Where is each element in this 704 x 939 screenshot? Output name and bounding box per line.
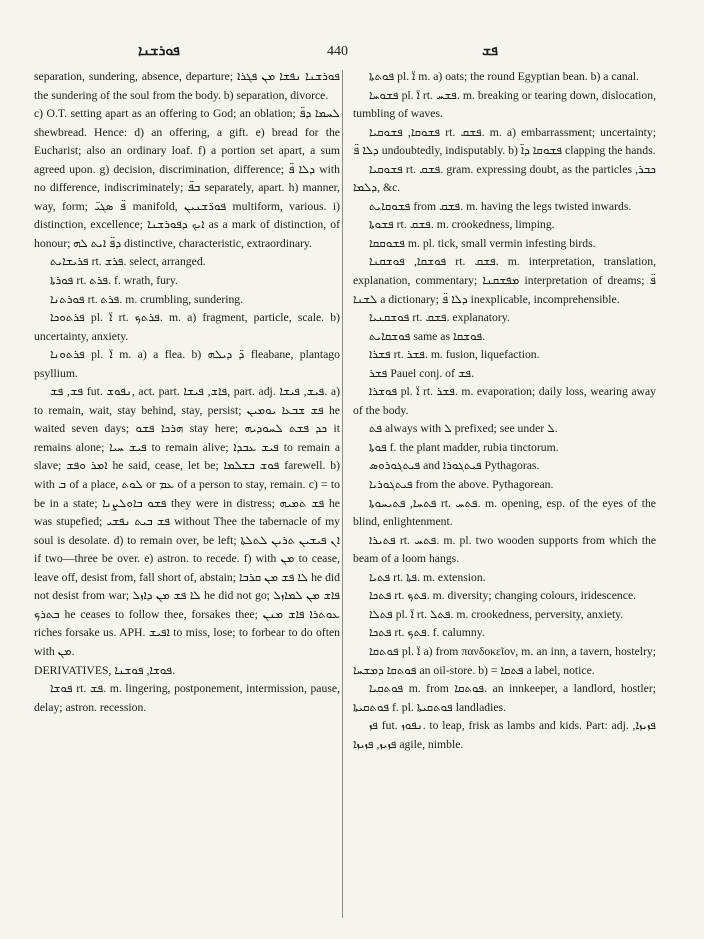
entry-paragraph: ܦܫܘܩܩܐ m. pl. tick, small vermin infesting birds. [369, 236, 596, 250]
entry-paragraph: ܦܪܬܘܟܐ pl. ܐ̈ rt. ܦܪܬܟ. m. a) fragment, particle, scale. b) uncertainty, anxiety. [34, 311, 340, 343]
entry-paragraph: ܦܪܬܘܢܐ pl. ܐ̈ m. a) a flea. b) ܕ̈ ܕܝܠܗ fleabane, plantago psyllium. [34, 348, 340, 380]
entry-paragraph: ܦܘܬܩܝܐ m. from ܦܘܬܩܐ. an innkeeper, a landlord, hostler; ܦܘܬܩܝܬܐ f. pl. ܦܘܬܩܝܬܐ landladies. [353, 682, 656, 714]
entry-paragraph: ܦܬ always with ܠ prefixed; see under ܠ. [369, 422, 558, 436]
entry-paragraph: ܦܫܪ Pauel conj. of ܦܫ. [369, 366, 475, 380]
entry-paragraph: ܦܘܪܬܢܐ rt. ܦܪܬ. m. crumbling, sundering. [50, 292, 244, 306]
entry-paragraph: ܦܘܬܩܐ pl. ܐ̈ a) from πανδοκεῖον, m. an inn, a tavern, hostelry; ܦܘܬܩܐ ܕܡܫܚܐ an oil-store. b) = ܦܬܩܐ a label, notice. [353, 644, 657, 677]
entry-paragraph: ܦܝܬܓܘܪܝܐ from the above. Pythagorean. [369, 478, 554, 492]
entry-paragraph: ܦܫ, ܦܫ fut. ܢܦܘܫ, act. part. ܦܐܫ, ܦܝܫܐ, part. adj. ܦܝܫ, ܦܝܫܐ. a) to remain, wait, stay behind, stay, persist; ܦܫ ܫܒܥܐ ܝܘܡܝܢ he waited seven days; ܗܪܟܐ ܦܫܘ stay here; ܟܕ ܦܫܬ ܠܚܘܕܝܗ it remains alone; ܦܝܫ ܚܝܐ to remain alive; ܦܝܫ ܥܒܕܐ to remain a slave; ܐܡܪ ܘܦܫ he said, cease, let be; ܦܘܫ ܒܫܠܡܐ farewell. b) with ܒ of a place, ܠܘܬ or ܥܡ of a person to stay, remain. c) = to be in a state; ܦܫܘ ܒܐܘܠܨܢܐ they were in distress; ܦܫ ܬܡܝܗ he was stupefied; ܦܫ ܒܝܬ ܢܦܫܝ without Thee the tabernacle of my soul is desolate. d) to remain over, be left; ܐܢ ܦܝܫܝܢ ܬܪܝܢ ܠܬܠܬܐ if two—three be over. e) astron. to recede. f) with ܡܢ to cease, leave off, desist from, fall short of, abstain; ܠܐ ܦܫ ܡܢ ܩܪܒܐ he did not desist from war; ܠܐ ܦܫ ܡܢ ܕܐܙܠ he did not go; ܦܐܫ ܡܢ ܠܡܐܙܠ ܒܬܪܟ he ceases to follow thee, forsakes thee; ܥܘܬܪܐ ܦܐܫ ܡܢܢ riches forsake us. APH. ܐܦܝܫ to miss, lose; to forbear to do often with ܡܢ. [34, 385, 341, 658]
running-head-right: ܦܫ [482, 44, 498, 59]
entry-paragraph: ܦܘܬܬܐ pl. ܐ̈ m. a) oats; the round Egyptian bean. b) a canal. [369, 70, 639, 83]
entry-paragraph: ܦܬܝܪܐ rt. ܦܬܚ. m. pl. two wooden supports from which the beam of a loom hangs. [353, 533, 657, 566]
entry-paragraph: ܦܫܘܩܐ, ܦܫܘܩܝܐ rt. ܦܫܩ. m. a) embarrassment; uncertainty; ܕܠܐ ܦ̈ undoubtedly, indisputably. b) ܦܫܘܩܐ ܕܐ̈ clapping the hands. [353, 125, 657, 158]
entry-paragraph: ܦܬܟܐ rt. ܦܬܟ. f. calumny. [369, 626, 485, 640]
entry-paragraph: ܦܘܫܩܢܝܐ rt. ܦܫܩ. explanatory. [369, 311, 510, 325]
left-column [34, 68, 340, 717]
entry-paragraph: ܦܬܟܐ rt. ܦܬܟ. m. diversity; changing colours, iridescence. [369, 589, 637, 603]
entry-paragraph: ܦܘܪܬܐ rt. ܦܪܬ. f. wrath, fury. [50, 274, 178, 288]
entry-paragraph: ܦܫܘܚܐ pl. ܐ̈ rt. ܦܫܚ. m. breaking or tearing down, dislocation, tumbling of waves. [353, 88, 656, 121]
entry-paragraph: DERIVATIVES, ܦܘܫܐ, ܦܘܫܢܐ. [34, 663, 175, 677]
entry-paragraph: ܦܬܠܐ pl. ܐ̈ rt. ܦܬܠ. m. crookedness, perversity, anxiety. [369, 607, 624, 621]
entry-paragraph: ܦܝܬܓܘܪܘܣ and ܦܝܬܓܘܪܐ Pythagoras. [369, 459, 540, 473]
entry-paragraph: ܦܘܫܪܐ pl. ܐ̈ rt. ܦܫܪ. m. evaporation; daily loss, wearing away of the body. [353, 385, 657, 417]
entry-paragraph: ܦܪܝܫܐܝܬ rt. ܦܪܫ. select, arranged. [50, 255, 206, 269]
entry-paragraph: ܦܘܫܐ rt. ܦܫ. m. lingering, postponement, intermission, pause, delay; astron. recession. [34, 682, 341, 714]
right-column [353, 68, 656, 754]
entry-paragraph: ܦܬܚܐ, ܦܬܝܚܘܬܐ rt. ܦܬܚ. m. opening, esp. of the eyes of the blind, enlightenment. [353, 496, 656, 529]
entry-paragraph: ܦܘܫܩܐ, ܦܘܫܩܢܐ rt. ܦܫܩ. m. interpretation, translation, explanation, commentary; ܡܦܫܩܢܐ interpretation of dreams; ܦ̈ ܠܫܢܐ a dictionary; ܕܠܐ ܦ̈ inexplicable, incomprehensible. [353, 255, 657, 306]
column-divider [342, 70, 343, 918]
page-header [0, 44, 704, 64]
entry-paragraph: separation, sundering, absence, departure; ܦܘܪܫܢܐ ܢܦܫܐ ܡܢ ܦܓܪܐ the sundering of the soul from the body. b) separation, divorce. [34, 70, 341, 102]
page-number: 440 [327, 44, 348, 59]
entry-paragraph: ܦܫܘܩܐܝܬ from ܦܫܩ. m. having the legs twisted inwards. [369, 199, 632, 213]
entry-paragraph: ܦܫܘܩܝܐ rt. ܦܫܩ. gram. expressing doubt, as the particles ܟܒܪ, ܕܠܡܐ, &c. [353, 162, 656, 195]
entry-paragraph: ܦܘܫܩܐܝܬ same as ܦܘܫܩܐ. [369, 329, 486, 343]
entry-paragraph: ܦܬܝܐ rt. ܦܬܐ. m. extension. [369, 570, 486, 584]
entry-paragraph: ܦܫܘܬܐ rt. ܦܫܩ. m. crookedness, limping. [369, 218, 555, 232]
entry-paragraph: c) O.T. setting apart as an offering to God; an oblation; ܠܚܡܐ ܕܦ̈ shewbread. Hence: d) an offering, a gift. e) bread for the Eucharist; also an ordinary loaf. f) a portion set apart, a sum agreed upon. g) decision, discrimination, difference; ܕܠܐ ܦ̈ with no difference, indiscriminately; ܒܦ̈ separately, apart. h) manner, way, form; ܦ̈ ܣܓܝ̈ manifold, ܦܘܪ̈ܫܢܝܢ multiform, various. i) distinction, excellence; ܐܝܟ ܕܦܘܪܫܢܐ as a mark of distinction, of honour; ܕܦ̈ ܐܝܬ ܠܗ distinctive, characteristic, extraordinary. [34, 107, 340, 250]
running-head-left: ܦܘܪܫܢܐ [138, 44, 180, 59]
entry-paragraph: ܦܙ fut. ܢܦܘܙ. to leap, frisk as lambs and kids. Part: adj. ܦܙܝܙܐ, ܦܙܝܙ, ܦܙܝܙܐ agile, nimble. [353, 719, 657, 751]
entry-paragraph: ܦܫܪܐ rt. ܦܫܪ. m. fusion, liquefaction. [369, 348, 540, 362]
entry-paragraph: ܦܘܬܐ f. the plant madder, rubia tinctorum. [369, 440, 559, 454]
